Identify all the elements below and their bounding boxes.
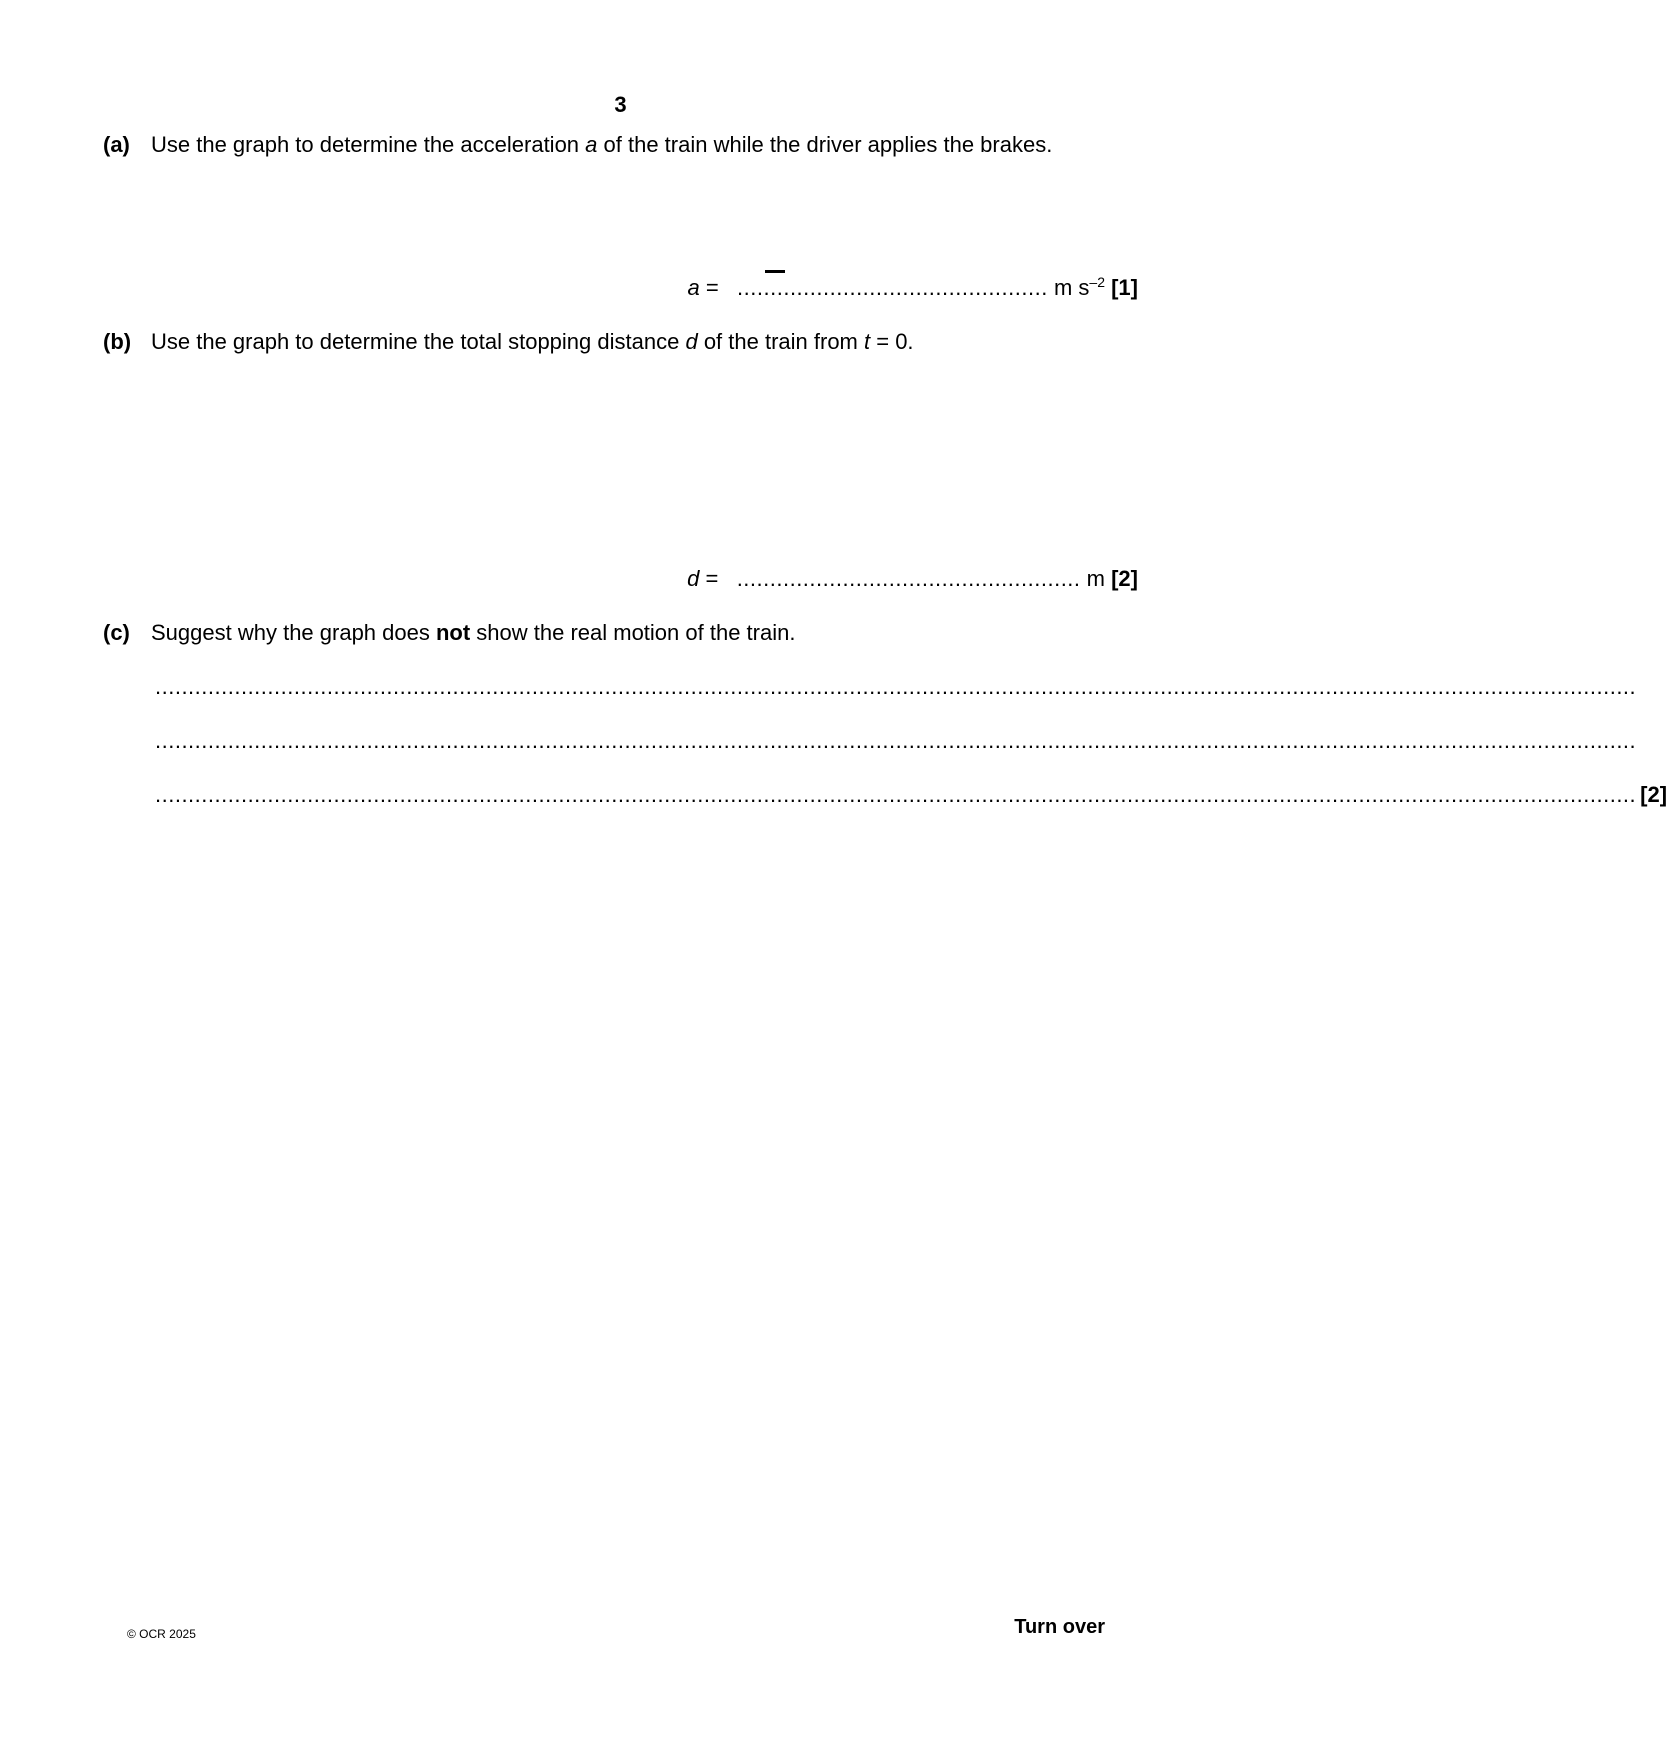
answer-line-c-3[interactable] [155, 782, 1667, 808]
question-text-b-before: Use the graph to determine the total stopping distance [151, 329, 686, 354]
question-label-b: (b) [103, 329, 132, 354]
question-text-b-mid: of the train from [697, 329, 864, 354]
answer-line-c-2[interactable] [155, 728, 1637, 754]
turn-over-label: Turn over [1014, 1616, 1105, 1638]
answer-line-b[interactable] [687, 566, 1138, 592]
question-text-c-after: show the real motion of the train. [470, 620, 796, 645]
footer-copyright: © OCR 2025 [127, 1627, 196, 1641]
answer-eq-a: = [699, 275, 725, 300]
question-text-a [151, 132, 1052, 158]
question-label-a: (a) [103, 132, 130, 157]
question-text-a-after: of the train while the driver applies the brakes. [597, 132, 1053, 157]
page-number: 3 [614, 92, 627, 117]
answer-line-a[interactable] [687, 274, 1138, 301]
answer-var-a: a [687, 275, 700, 300]
marks-a: [1] [1111, 275, 1138, 300]
unit-a-exponent: –2 [1089, 274, 1105, 290]
question-text-a-before: Use the graph to determine the acceleration [151, 132, 586, 157]
unit-a [1054, 275, 1105, 300]
answer-eq-b: = [699, 566, 725, 591]
unit-a-base: m s [1053, 275, 1090, 300]
question-bold-word-c: not [435, 620, 471, 645]
marks-b: [2] [1111, 566, 1138, 591]
question-text-b [151, 329, 914, 355]
answer-field-a[interactable]: ............................................... [737, 275, 1048, 300]
answer-dots-c-3: ................................................................................................................................................................................................................................ [155, 782, 1637, 807]
answer-line-c-1[interactable] [155, 674, 1637, 700]
answer-dots-c-2: ................................................................................................................................................................................................................................ [155, 728, 1637, 753]
answer-dots-c-1: ................................................................................................................................................................................................................................ [155, 674, 1637, 699]
question-label-c: (c) [103, 620, 130, 645]
answer-field-b[interactable]: .................................................... [736, 566, 1081, 591]
question-var-a: a [585, 132, 598, 157]
entered-minus-sign [765, 270, 785, 273]
question-text-c [151, 620, 795, 646]
answer-var-b: d [687, 566, 700, 591]
marks-c: [2] [1640, 782, 1667, 807]
unit-b: m [1086, 566, 1105, 591]
question-text-b-after: = 0. [870, 329, 914, 354]
question-text-c-before: Suggest why the graph does [151, 620, 436, 645]
question-var-b: d [685, 329, 698, 354]
question-var-t: t [864, 329, 871, 354]
